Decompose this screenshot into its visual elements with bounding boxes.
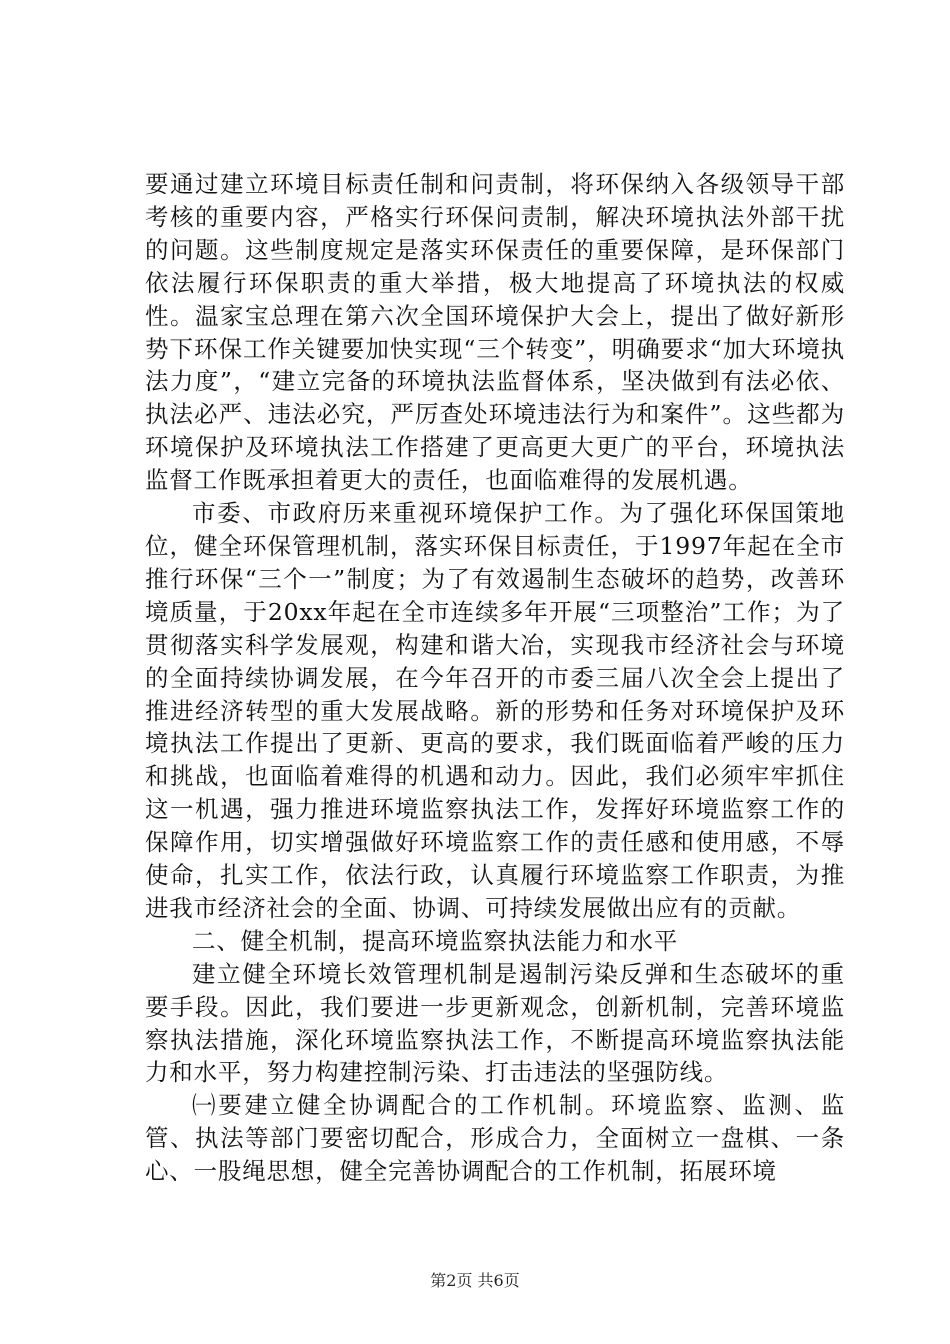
paragraph-1: 要通过建立环境目标责任制和问责制，将环保纳入各级领导干部考核的重要内容，严格实行环保问责制，解决环境执法外部干扰的问题。这些制度规定是落实环保责任的重要保障，是环保部门依法履行环保职责的重大举措，极大地提高了环境执法的权威性。温家宝总理在第六次全国环境保护大会上，提出了做好新形势下环保工作关键要加快实现“三个转变”，明确要求“加大环境执法力度”，“建立完备的环境执法监督体系，坚决做到有法必依、执法必严、违法必究，严厉查处环境违法行为和案件”。这些都为环境保护及环境执法工作搭建了更高更大更广的平台，环境执法监督工作既承担着更大的责任，也面临难得的发展机遇。 [145,170,845,495]
paragraph-4: ㈠要建立健全协调配合的工作机制。环境监察、监测、监管、执法等部门要密切配合，形成合力，全面树立一盘棋、一条心、一股绳思想，健全完善协调配合的工作机制，拓展环境 [145,1091,845,1186]
document-body [145,168,845,1188]
paragraph-2: 市委、市政府历来重视环境保护工作。为了强化环保国策地位，健全环保管理机制，落实环保目标责任，于1997年起在全市推行环保“三个一”制度；为了有效遏制生态破坏的趋势，改善环境质量，于20xx年起在全市连续多年开展“三项整治”工作；为了贯彻落实科学发展观，构建和谐大冶，实现我市经济社会与环境的全面持续协调发展，在今年召开的市委三届八次全会上提出了推进经济转型的重大发展战略。新的形势和任务对环境保护及环境执法工作提出了更新、更高的要求，我们既面临着严峻的压力和挑战，也面临着难得的机遇和动力。因此，我们必须牢牢抓住这一机遇，强力推进环境监察执法工作，发挥好环境监察工作的保障作用，切实增强做好环境监察工作的责任感和使用感，不辱使命，扎实工作，依法行政，认真履行环境监察工作职责，为推进我市经济社会的全面、协调、可持续发展做出应有的贡献。 [145,499,845,922]
page-footer: 第2页 共6页 [430,1271,520,1290]
section-heading: 二、健全机制，提高环境监察执法能力和水平 [192,926,678,955]
paragraph-3: 建立健全环境长效管理机制是遏制污染反弹和生态破坏的重要手段。因此，我们要进一步更新观念，创新机制，完善环境监察执法措施，深化环境监察执法工作，不断提高环境监察执法能力和水平，努力构建控制污染、打击违法的坚强防线。 [145,959,845,1087]
